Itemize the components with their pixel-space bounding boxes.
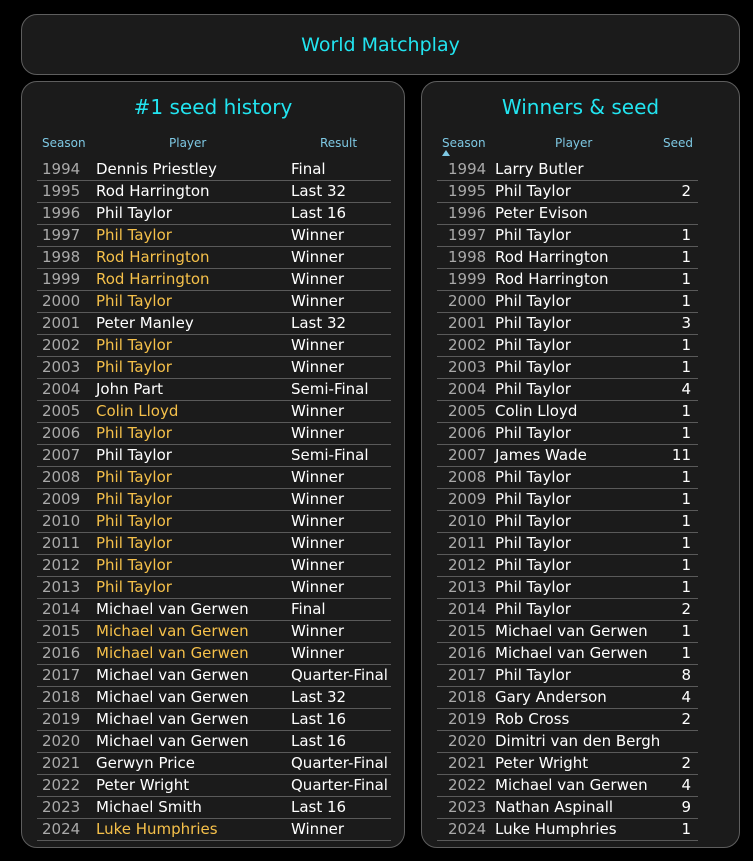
player-cell: Peter Manley [96,314,194,332]
seed-cell: 1 [681,336,691,354]
table-row [437,621,698,643]
player-cell: Phil Taylor [96,578,172,596]
table-row [437,269,698,291]
result-cell: Winner [291,578,345,596]
table-row [37,599,391,621]
player-cell: Phil Taylor [96,204,172,222]
player-cell: Phil Taylor [96,556,172,574]
table-row [437,335,698,357]
seed-cell: 1 [681,270,691,288]
player-cell: Michael Smith [96,798,202,816]
player-cell: Phil Taylor [96,292,172,310]
player-cell: Phil Taylor [495,336,571,354]
season-cell: 2014 [42,600,81,618]
player-cell: Phil Taylor [495,292,571,310]
seed-cell: 11 [671,446,691,464]
season-cell: 2002 [42,336,81,354]
season-cell: 2020 [448,732,487,750]
player-cell: Michael van Gerwen [96,688,249,706]
player-cell: Phil Taylor [495,314,571,332]
player-cell: Phil Taylor [495,534,571,552]
player-cell: Michael van Gerwen [495,644,648,662]
table-row [37,753,391,775]
column-header-seed[interactable]: Seed [663,136,693,150]
column-header-player[interactable]: Player [169,136,207,150]
player-cell: Luke Humphries [495,820,617,838]
player-cell: Michael van Gerwen [495,776,648,794]
season-cell: 2018 [448,688,487,706]
season-cell: 2011 [42,534,81,552]
seed-cell: 2 [681,754,691,772]
player-cell: Dennis Priestley [96,160,217,178]
table-row [437,313,698,335]
player-cell: Peter Evison [495,204,588,222]
table-row [37,335,391,357]
table-row [37,621,391,643]
result-cell: Winner [291,336,345,354]
seed-cell: 9 [681,798,691,816]
table-row [37,225,391,247]
table-row [437,709,698,731]
result-cell: Final [291,600,326,618]
player-cell: Phil Taylor [96,424,172,442]
seed-cell: 1 [681,644,691,662]
seed-cell: 1 [681,578,691,596]
result-cell: Winner [291,556,345,574]
table-row [437,665,698,687]
player-cell: Michael van Gerwen [96,666,249,684]
player-cell: Colin Lloyd [495,402,578,420]
season-cell: 2008 [448,468,487,486]
player-cell: Michael van Gerwen [96,622,249,640]
season-cell: 2021 [42,754,81,772]
seed-cell: 1 [681,820,691,838]
player-cell: Rod Harrington [96,182,210,200]
table-row [437,577,698,599]
table-row [437,489,698,511]
seed-history-table [37,159,391,841]
table-row [437,423,698,445]
season-cell: 2012 [42,556,81,574]
table-row [437,533,698,555]
player-cell: Michael van Gerwen [96,644,249,662]
result-cell: Winner [291,468,345,486]
season-cell: 1997 [448,226,487,244]
table-row [37,357,391,379]
result-cell: Semi-Final [291,446,369,464]
seed-cell: 1 [681,490,691,508]
season-cell: 2023 [448,798,487,816]
result-cell: Last 32 [291,182,347,200]
season-cell: 2015 [42,622,81,640]
result-cell: Last 32 [291,314,347,332]
table-row [37,445,391,467]
season-cell: 1995 [42,182,81,200]
result-cell: Semi-Final [291,380,369,398]
result-cell: Last 16 [291,204,347,222]
season-cell: 2016 [448,644,487,662]
player-cell: Gerwyn Price [96,754,196,772]
player-cell: Phil Taylor [495,182,571,200]
player-cell: Michael van Gerwen [96,732,249,750]
season-cell: 2021 [448,754,487,772]
result-cell: Quarter-Final [291,776,388,794]
season-cell: 2013 [448,578,487,596]
seed-cell: 2 [681,600,691,618]
player-cell: Peter Wright [495,754,589,772]
season-cell: 2019 [42,710,81,728]
table-row [437,159,698,181]
table-row [437,819,698,841]
season-cell: 1995 [448,182,487,200]
table-row [37,379,391,401]
winners-seed-title: Winners & seed [501,95,660,119]
table-row [437,797,698,819]
table-row [437,687,698,709]
result-cell: Winner [291,512,345,530]
season-cell: 2008 [42,468,81,486]
table-row [37,269,391,291]
season-cell: 2022 [448,776,487,794]
seed-cell: 1 [681,534,691,552]
sort-ascending-icon [442,150,450,156]
table-row [437,181,698,203]
table-row [37,533,391,555]
season-cell: 1997 [42,226,81,244]
player-cell: Michael van Gerwen [96,710,249,728]
player-cell: Rob Cross [495,710,570,728]
seed-cell: 1 [681,226,691,244]
result-cell: Winner [291,226,345,244]
season-cell: 2003 [42,358,81,376]
column-header-season[interactable]: Season [42,136,86,150]
table-row [437,445,698,467]
winners-seed-table [437,159,698,841]
season-cell: 2002 [448,336,487,354]
seed-cell: 1 [681,556,691,574]
season-cell: 2005 [42,402,81,420]
season-cell: 2006 [42,424,81,442]
season-cell: 2024 [42,820,81,838]
table-row [37,181,391,203]
table-row [437,555,698,577]
season-cell: 2014 [448,600,487,618]
player-cell: Phil Taylor [495,578,571,596]
result-cell: Winner [291,490,345,508]
table-row [37,643,391,665]
column-header-result[interactable]: Result [320,136,358,150]
season-cell: 2009 [42,490,81,508]
player-cell: Phil Taylor [96,336,172,354]
table-row [437,357,698,379]
season-cell: 2009 [448,490,487,508]
result-cell: Last 16 [291,798,347,816]
table-row [437,225,698,247]
season-cell: 2019 [448,710,487,728]
page-title: World Matchplay [301,34,460,56]
player-cell: Phil Taylor [96,226,172,244]
seed-cell: 1 [681,424,691,442]
player-cell: Rod Harrington [96,270,210,288]
season-cell: 2020 [42,732,81,750]
season-cell: 2013 [42,578,81,596]
season-cell: 2001 [42,314,81,332]
player-cell: Phil Taylor [96,358,172,376]
player-cell: Rod Harrington [96,248,210,266]
player-cell: Peter Wright [96,776,190,794]
season-cell: 2018 [42,688,81,706]
table-row [37,467,391,489]
seed-history-title: #1 seed history [133,95,293,119]
season-cell: 2024 [448,820,487,838]
season-cell: 1994 [448,160,487,178]
player-cell: Rod Harrington [495,248,609,266]
player-cell: Gary Anderson [495,688,607,706]
season-cell: 2017 [448,666,487,684]
season-cell: 2000 [42,292,81,310]
seed-cell: 1 [681,512,691,530]
player-cell: Phil Taylor [495,468,571,486]
season-cell: 2003 [448,358,487,376]
table-row [437,203,698,225]
result-cell: Last 16 [291,710,347,728]
player-cell: Phil Taylor [495,666,571,684]
title-panel [21,14,740,75]
season-cell: 2022 [42,776,81,794]
player-cell: Phil Taylor [495,380,571,398]
player-cell: Phil Taylor [96,534,172,552]
result-cell: Winner [291,292,345,310]
table-row [37,665,391,687]
season-cell: 2023 [42,798,81,816]
player-cell: Phil Taylor [495,226,571,244]
table-row [437,775,698,797]
table-row [437,247,698,269]
result-cell: Quarter-Final [291,754,388,772]
seed-cell: 2 [681,182,691,200]
player-cell: Phil Taylor [495,512,571,530]
table-row [37,577,391,599]
player-cell: Michael van Gerwen [96,600,249,618]
result-cell: Winner [291,248,345,266]
table-row [37,159,391,181]
season-cell: 1994 [42,160,81,178]
season-cell: 2010 [42,512,81,530]
table-row [37,401,391,423]
seed-cell: 1 [681,622,691,640]
season-cell: 2016 [42,644,81,662]
table-row [437,753,698,775]
player-cell: Phil Taylor [96,512,172,530]
table-row [437,599,698,621]
season-cell: 2000 [448,292,487,310]
season-cell: 2004 [448,380,487,398]
player-cell: Nathan Aspinall [495,798,614,816]
result-cell: Last 32 [291,688,347,706]
season-cell: 2007 [448,446,487,464]
result-cell: Last 16 [291,732,347,750]
season-cell: 2012 [448,556,487,574]
table-row [37,511,391,533]
season-cell: 2005 [448,402,487,420]
table-row [437,467,698,489]
player-cell: John Part [96,380,163,398]
season-cell: 2001 [448,314,487,332]
player-cell: Phil Taylor [495,490,571,508]
table-row [37,203,391,225]
table-row [37,291,391,313]
player-cell: Rod Harrington [495,270,609,288]
season-cell: 1998 [42,248,81,266]
seed-cell: 1 [681,358,691,376]
season-cell: 1999 [448,270,487,288]
seed-cell: 1 [681,402,691,420]
seed-cell: 4 [681,776,691,794]
result-cell: Winner [291,820,345,838]
table-row [37,247,391,269]
table-row [37,709,391,731]
seed-cell: 1 [681,292,691,310]
season-cell: 2006 [448,424,487,442]
table-row [37,423,391,445]
table-row [37,313,391,335]
seed-cell: 1 [681,468,691,486]
player-cell: Dimitri van den Bergh [495,732,661,750]
player-cell: Colin Lloyd [96,402,179,420]
table-row [37,797,391,819]
season-cell: 1996 [42,204,81,222]
result-cell: Winner [291,534,345,552]
table-row [37,731,391,753]
season-cell: 2015 [448,622,487,640]
table-row [37,687,391,709]
column-header-player[interactable]: Player [555,136,593,150]
result-cell: Winner [291,622,345,640]
column-header-season[interactable]: Season [442,136,486,150]
player-cell: James Wade [495,446,587,464]
season-cell: 2017 [42,666,81,684]
seed-cell: 4 [681,380,691,398]
table-row [437,511,698,533]
table-row [37,489,391,511]
winners-seed-panel [421,81,740,848]
season-cell: 2011 [448,534,487,552]
player-cell: Luke Humphries [96,820,218,838]
seed-cell: 1 [681,248,691,266]
table-row [437,379,698,401]
player-cell: Phil Taylor [495,358,571,376]
result-cell: Winner [291,358,345,376]
seed-cell: 4 [681,688,691,706]
player-cell: Phil Taylor [495,424,571,442]
table-row [437,643,698,665]
result-cell: Winner [291,644,345,662]
player-cell: Michael van Gerwen [495,622,648,640]
season-cell: 1998 [448,248,487,266]
result-cell: Quarter-Final [291,666,388,684]
seed-cell: 3 [681,314,691,332]
table-row [37,775,391,797]
player-cell: Phil Taylor [495,556,571,574]
table-row [437,291,698,313]
seed-cell: 8 [681,666,691,684]
season-cell: 2004 [42,380,81,398]
seed-cell: 2 [681,710,691,728]
player-cell: Larry Butler [495,160,584,178]
player-cell: Phil Taylor [96,468,172,486]
player-cell: Phil Taylor [495,600,571,618]
table-row [437,401,698,423]
player-cell: Phil Taylor [96,446,172,464]
season-cell: 1996 [448,204,487,222]
season-cell: 1999 [42,270,81,288]
player-cell: Phil Taylor [96,490,172,508]
table-row [37,819,391,841]
result-cell: Final [291,160,326,178]
season-cell: 2010 [448,512,487,530]
result-cell: Winner [291,424,345,442]
seed-history-panel [21,81,405,848]
table-row [437,731,698,753]
result-cell: Winner [291,402,345,420]
table-row [37,555,391,577]
result-cell: Winner [291,270,345,288]
season-cell: 2007 [42,446,81,464]
